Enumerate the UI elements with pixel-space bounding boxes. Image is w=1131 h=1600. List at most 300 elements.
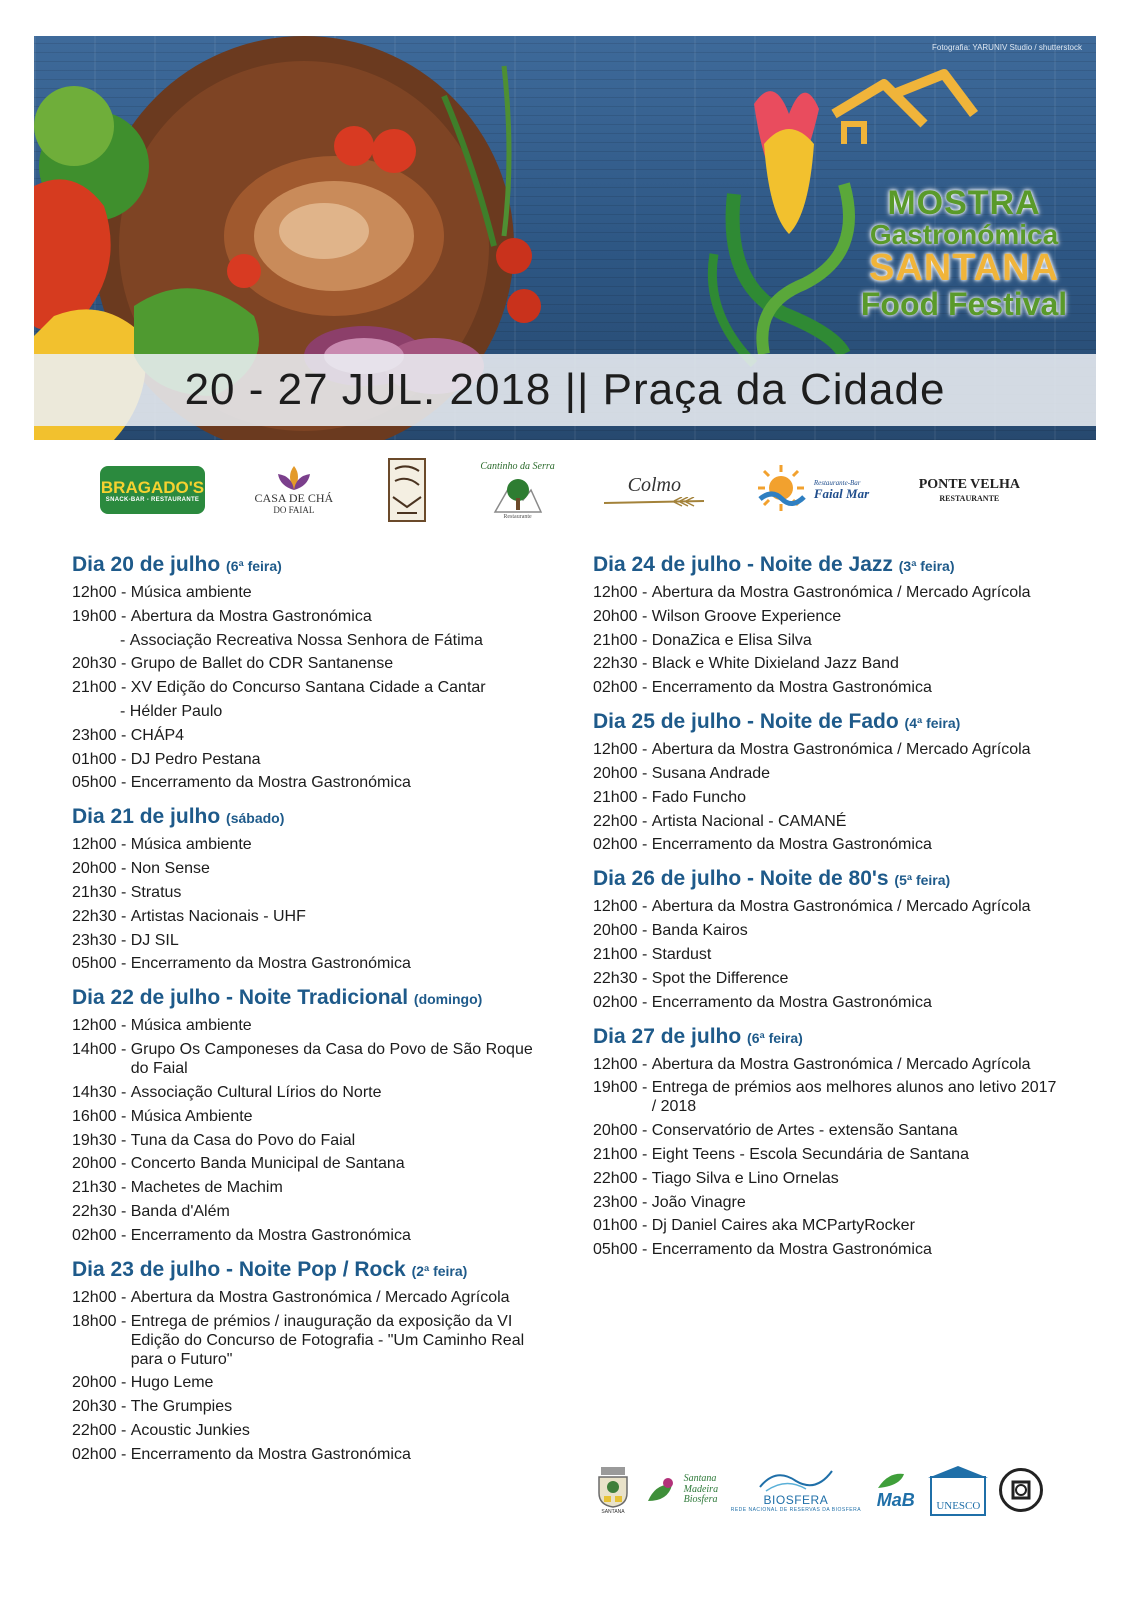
lotus-icon (274, 464, 314, 492)
event-description: DJ SIL (130, 931, 179, 949)
unesco-name: UNESCO (936, 1500, 981, 1512)
event-description: DJ Pedro Pestana (130, 750, 261, 768)
tree-icon (493, 472, 543, 514)
event-separator: - (116, 1017, 131, 1035)
header-banner (34, 36, 1096, 440)
biosfera-swirl-icon (756, 1467, 836, 1493)
schedule-item (72, 773, 542, 792)
schedule-item (593, 1055, 1063, 1074)
event-separator: - (116, 1131, 131, 1149)
event-separator: - (116, 1155, 131, 1173)
schedule-item (593, 921, 1063, 940)
event-description: Conservatório de Artes - extensão Santana (651, 1122, 958, 1140)
schedule-item (72, 954, 542, 973)
event-description: Black e White Dixieland Jazz Band (651, 655, 899, 673)
event-description: Acoustic Junkies (130, 1421, 250, 1439)
schedule-item (72, 1131, 542, 1150)
event-time: 16h00 (72, 1107, 117, 1125)
event-time: 18h00 (72, 1312, 117, 1330)
event-time: 23h00 (72, 726, 117, 744)
day-title-text: Dia 25 de julho - Noite de Fado (593, 710, 899, 734)
schedule-item (593, 1169, 1063, 1188)
event-time: 20h00 (593, 1122, 638, 1140)
schedule-item (72, 1202, 542, 1221)
schedule-item (593, 969, 1063, 988)
schedule-item (72, 750, 542, 769)
day-block (72, 986, 542, 1244)
schedule-item (72, 931, 542, 950)
event-time: 21h00 (72, 679, 117, 697)
biosfera-sub: REDE NACIONAL DE RESERVAS DA BIOSFERA (730, 1507, 862, 1513)
day-title-text: Dia 23 de julho - Noite Pop / Rock (72, 1257, 406, 1281)
ponte-sub: RESTAURANTE (939, 493, 1000, 503)
day-weekday-note: (5ª feira) (894, 872, 951, 889)
event-description: Tiago Silva e Lino Ornelas (651, 1169, 839, 1187)
schedule-item (72, 1040, 542, 1078)
day-weekday-note: (3ª feira) (898, 558, 955, 574)
event-separator: - (637, 1055, 652, 1073)
schedule-item (72, 1421, 542, 1440)
sun-wave-icon (754, 463, 808, 517)
day-block (593, 1025, 1063, 1260)
event-description: Banda d'Além (130, 1202, 230, 1220)
event-separator: - (637, 1241, 652, 1259)
event-time: 12h00 (72, 836, 117, 854)
event-description: Stratus (130, 883, 182, 901)
casa-de-cha-logo (255, 464, 334, 515)
event-time: 20h30 (72, 1398, 117, 1416)
schedule-item (72, 1226, 542, 1245)
day-title-text: Dia 27 de julho (593, 1024, 742, 1048)
faial-mar-logo (754, 463, 869, 517)
event-time: 21h00 (593, 631, 638, 649)
event-description: Entrega de prémios aos melhores alunos ano letivo 2017 / 2018 (651, 1079, 1057, 1116)
event-description: Grupo de Ballet do CDR Santanense (130, 655, 394, 673)
event-separator: - (637, 836, 652, 854)
event-time: 12h00 (72, 1288, 117, 1306)
santana-municipality-logo (593, 1465, 633, 1515)
santana-madeira-biosfera-logo (646, 1474, 718, 1506)
event-separator: - (116, 1202, 131, 1220)
event-time: 01h00 (593, 1217, 638, 1235)
schedule-item (72, 835, 542, 854)
event-description: Abertura da Mostra Gastronómica / Mercado Agrícola (651, 741, 1031, 759)
world-heritage-icon (999, 1468, 1043, 1512)
day-weekday-note: (2ª feira) (411, 1262, 468, 1279)
schedule-item (593, 1193, 1063, 1212)
event-time: 21h30 (72, 1179, 117, 1197)
event-separator: - (637, 1169, 652, 1187)
event-separator: - (116, 655, 131, 673)
event-separator: - (637, 945, 652, 963)
event-separator: - (637, 741, 652, 759)
leaf-flower-icon (646, 1475, 680, 1505)
schedule-item (593, 631, 1063, 650)
schedule-item (72, 1312, 542, 1369)
schedule-item (593, 812, 1063, 831)
event-separator: - (116, 907, 131, 925)
ponte-name: PONTE VELHA (918, 476, 1020, 492)
event-separator: - (116, 726, 131, 744)
biosfera-name: BIOSFERA (763, 1493, 829, 1507)
event-time: 12h00 (593, 741, 638, 759)
event-description: Encerramento da Mostra Gastronómica (130, 955, 411, 973)
event-separator: - (637, 788, 652, 806)
event-separator: - (637, 898, 652, 916)
event-description: Non Sense (130, 860, 210, 878)
event-time: 22h30 (72, 1202, 117, 1220)
event-time: 23h00 (593, 1193, 638, 1211)
event-separator: - (116, 1445, 131, 1463)
smb-line3: Biosfera (683, 1494, 718, 1506)
schedule-item (593, 740, 1063, 759)
schedule-item (72, 1016, 542, 1035)
event-description: Música ambiente (130, 836, 252, 854)
event-separator: - (116, 1107, 131, 1125)
day-weekday-note: (domingo) (413, 991, 483, 1008)
schedule-item (593, 993, 1063, 1012)
event-description: Encerramento da Mostra Gastronómica (651, 993, 932, 1011)
santana-label: SANTANA (601, 1509, 625, 1515)
event-time: 01h00 (72, 750, 117, 768)
event-time: 02h00 (593, 679, 638, 697)
event-time: 22h30 (593, 969, 638, 987)
schedule-item (72, 583, 542, 602)
faial-sub: Restaurante-Bar (813, 478, 861, 487)
date-location-text: 20 - 27 JUL. 2018 || Praça da Cidade (184, 365, 946, 414)
day-title-text: Dia 20 de julho (72, 553, 221, 576)
event-time: 19h00 (593, 1079, 638, 1097)
schedule-item (72, 883, 542, 902)
event-separator: - (637, 1079, 652, 1097)
event-description: Tuna da Casa do Povo do Faial (130, 1131, 356, 1149)
event-description: Abertura da Mostra Gastronómica / Mercado Agrícola (130, 1288, 510, 1306)
bragados-name: BRAGADO'S (100, 478, 205, 498)
schedule-item (72, 859, 542, 878)
unesco-temple-icon (930, 1476, 986, 1516)
cantinho-da-serra-logo (480, 461, 554, 520)
event-time: 20h00 (593, 764, 638, 782)
event-separator: - (637, 631, 652, 649)
schedule-item (593, 835, 1063, 854)
date-location-bar (34, 354, 1096, 426)
coat-of-arms-icon (593, 1465, 633, 1509)
event-description: The Grumpies (130, 1398, 233, 1416)
schedule-item (593, 1216, 1063, 1235)
day-weekday-note: (sábado) (226, 810, 285, 827)
event-separator: - (116, 836, 131, 854)
event-time: 05h00 (72, 955, 117, 973)
festival-title (814, 186, 1096, 321)
event-description: Artistas Nacionais - UHF (130, 907, 306, 925)
schedule-item (593, 897, 1063, 916)
schedule-item (72, 1373, 542, 1392)
event-time: 05h00 (72, 774, 117, 792)
event-description: CHÁP4 (130, 726, 185, 744)
day-title-text: Dia 21 de julho (72, 805, 221, 829)
event-description: Associação Recreativa Nossa Senhora de Fátima (129, 631, 483, 649)
smb-line2: Madeira (683, 1483, 719, 1495)
event-separator: - (116, 1179, 131, 1197)
mab-leaf-icon (874, 1470, 918, 1490)
event-description: Fado Funcho (651, 788, 746, 806)
event-description: Encerramento da Mostra Gastronómica (651, 679, 932, 697)
event-separator: - (637, 1122, 652, 1140)
event-description: Stardust (651, 945, 712, 963)
event-separator: - (116, 1312, 131, 1330)
event-description: Hélder Paulo (129, 702, 223, 720)
event-description: Artista Nacional - CAMANÉ (651, 812, 847, 830)
unesco-logo (930, 1464, 986, 1516)
event-time: 20h00 (72, 1374, 117, 1392)
event-time: 02h00 (593, 836, 638, 854)
cantinho-sub: Restaurante (503, 513, 532, 520)
event-description: Encerramento da Mostra Gastronómica (130, 1226, 411, 1244)
schedule-item (72, 1288, 542, 1307)
event-separator: - (120, 702, 130, 720)
event-separator: - (116, 607, 131, 625)
day-title (72, 805, 542, 829)
schedule-item (593, 654, 1063, 673)
event-description: Grupo Os Camponeses da Casa do Povo de São Roque do Faial (130, 1041, 533, 1078)
event-time: 22h30 (593, 655, 638, 673)
day-weekday-note: (6ª feira) (226, 558, 282, 574)
ponte-velha-logo (919, 476, 1020, 505)
day-block (72, 1258, 542, 1464)
colmo-logo (604, 474, 704, 507)
event-time: 20h30 (72, 655, 117, 673)
event-time: 21h00 (593, 788, 638, 806)
event-time: 23h30 (72, 931, 117, 949)
event-time: 12h00 (72, 584, 117, 601)
event-separator: - (637, 993, 652, 1011)
event-separator: - (116, 1226, 131, 1244)
schedule-item (72, 654, 542, 673)
smb-line1: Santana (683, 1473, 717, 1485)
bragados-logo (100, 466, 205, 514)
faial-mar-text (814, 480, 869, 501)
schedule-item (593, 764, 1063, 783)
day-block (72, 553, 542, 792)
event-description: Música Ambiente (130, 1107, 253, 1125)
event-separator: - (116, 860, 131, 878)
event-description: Machetes de Machim (130, 1179, 283, 1197)
event-description: Abertura da Mostra Gastronómica / Mercado Agrícola (651, 584, 1031, 601)
event-time: 20h00 (593, 607, 638, 625)
emblem-logo (383, 457, 431, 523)
schedule-item (72, 631, 542, 650)
event-separator: - (637, 679, 652, 697)
schedule-item (593, 1078, 1063, 1116)
event-separator: - (637, 1193, 652, 1211)
event-time: 19h00 (72, 607, 117, 625)
day-title (72, 553, 542, 577)
world-heritage-symbol (1008, 1477, 1034, 1503)
event-time: 12h00 (72, 1017, 117, 1035)
event-description: XV Edição do Concurso Santana Cidade a Cantar (130, 679, 486, 697)
day-weekday-note: (4ª feira) (904, 715, 961, 732)
schedule-item (593, 788, 1063, 807)
schedule-item (72, 1107, 542, 1126)
event-separator: - (116, 584, 131, 601)
event-separator: - (116, 1288, 131, 1306)
event-separator: - (637, 1217, 652, 1235)
event-description: DonaZica e Elisa Silva (651, 631, 812, 649)
footer-logos (593, 1455, 1043, 1525)
smb-text (684, 1474, 718, 1506)
event-description: Associação Cultural Lírios do Norte (130, 1083, 382, 1101)
event-time: 02h00 (72, 1445, 117, 1463)
schedule-item (593, 945, 1063, 964)
programme-left-column (72, 553, 542, 1477)
title-santana: SANTANA (869, 247, 1059, 290)
schedule-item (593, 583, 1063, 602)
day-title (72, 986, 542, 1010)
event-time: 12h00 (593, 898, 638, 916)
title-mostra: MOSTRA (887, 184, 1041, 222)
day-title (593, 867, 1063, 891)
event-separator: - (637, 607, 652, 625)
schedule-item (593, 1145, 1063, 1164)
schedule-item (72, 726, 542, 745)
schedule-item (72, 607, 542, 626)
event-separator: - (116, 1421, 131, 1439)
event-time: 02h00 (72, 1226, 117, 1244)
event-description: Concerto Banda Municipal de Santana (130, 1155, 405, 1173)
schedule-item (593, 607, 1063, 626)
day-block (593, 553, 1063, 697)
bragados-sub: SNACK-BAR - RESTAURANTE (105, 497, 200, 504)
event-separator: - (116, 1374, 131, 1392)
cantinho-name: Cantinho da Serra (480, 460, 555, 472)
event-time: 21h30 (72, 883, 117, 901)
event-separator: - (116, 1083, 131, 1101)
wheat-icon (604, 497, 704, 507)
emblem-icon (383, 457, 431, 523)
day-weekday-note: (6ª feira) (747, 1029, 803, 1046)
event-time: 05h00 (593, 1241, 638, 1259)
day-title-text: Dia 22 de julho - Noite Tradicional (72, 986, 409, 1010)
event-description: Hugo Leme (130, 1374, 214, 1392)
casa-line1: CASA DE CHÁ (254, 491, 334, 506)
event-time: 14h30 (72, 1083, 117, 1101)
day-title (593, 553, 1063, 577)
event-separator: - (120, 631, 130, 649)
event-time: 22h00 (593, 812, 638, 830)
event-separator: - (637, 1145, 652, 1163)
event-time: 21h00 (593, 945, 638, 963)
event-separator: - (116, 1041, 131, 1059)
event-separator: - (116, 955, 131, 973)
title-food-festival: Food Festival (860, 285, 1068, 322)
day-block (593, 867, 1063, 1011)
day-block (593, 710, 1063, 854)
event-separator: - (116, 931, 131, 949)
event-description: Música ambiente (130, 1017, 252, 1035)
event-time: 22h00 (593, 1169, 638, 1187)
event-description: Dj Daniel Caires aka MCPartyRocker (651, 1217, 915, 1235)
sponsor-logos (100, 450, 1020, 530)
day-title (593, 710, 1063, 734)
event-time: 14h00 (72, 1041, 117, 1059)
event-time: 20h00 (72, 860, 117, 878)
event-separator: - (116, 774, 131, 792)
event-description: Spot the Difference (651, 969, 789, 987)
schedule-item (72, 678, 542, 697)
schedule-item (72, 907, 542, 926)
event-separator: - (116, 679, 131, 697)
event-description: Susana Andrade (651, 764, 771, 782)
event-separator: - (637, 764, 652, 782)
programme-right-column (593, 553, 1063, 1272)
schedule-item (72, 1083, 542, 1102)
event-time: 21h00 (593, 1145, 638, 1163)
schedule-item (593, 1121, 1063, 1140)
event-description: Eight Teens - Escola Secundária de Santana (651, 1145, 969, 1163)
day-title-text: Dia 24 de julho - Noite de Jazz (593, 553, 893, 576)
event-separator: - (637, 584, 652, 601)
colmo-name: Colmo (627, 473, 681, 496)
schedule-item (72, 1154, 542, 1173)
event-separator: - (637, 969, 652, 987)
event-time: 12h00 (593, 584, 638, 601)
event-separator: - (637, 812, 652, 830)
casa-line2: DO FAIAL (273, 504, 315, 515)
world-heritage-logo (999, 1468, 1043, 1512)
event-description: João Vinagre (651, 1193, 746, 1211)
photo-credit: Fotografia: YARUNIV Studio / shutterstock (932, 43, 1082, 52)
event-time: 20h00 (72, 1155, 117, 1173)
event-description: Música ambiente (130, 584, 252, 601)
event-description: Encerramento da Mostra Gastronómica (130, 774, 411, 792)
event-description: Banda Kairos (651, 922, 748, 940)
event-description: Abertura da Mostra Gastronómica / Mercado Agrícola (651, 898, 1031, 916)
event-time: 19h30 (72, 1131, 117, 1149)
event-separator: - (637, 922, 652, 940)
event-time: 20h00 (593, 922, 638, 940)
mab-name: MaB (876, 1489, 915, 1510)
event-separator: - (637, 655, 652, 673)
event-description: Entrega de prémios / inauguração da exposição da VI Edição do Concurso de Fotografia - "Um Caminho Real para o Futuro" (130, 1312, 525, 1368)
event-description: Wilson Groove Experience (651, 607, 842, 625)
event-time: 22h30 (72, 907, 117, 925)
day-title-text: Dia 26 de julho - Noite de 80's (593, 867, 889, 891)
event-time: 22h00 (72, 1421, 117, 1439)
title-gastronomica: Gastronómica (869, 218, 1059, 250)
schedule-item (72, 702, 542, 721)
event-time: 12h00 (593, 1055, 638, 1073)
event-description: Abertura da Mostra Gastronómica (130, 607, 372, 625)
day-block (72, 805, 542, 973)
event-separator: - (116, 1398, 131, 1416)
event-separator: - (116, 883, 131, 901)
schedule-item (72, 1178, 542, 1197)
schedule-item (593, 678, 1063, 697)
biosfera-logo (731, 1467, 861, 1513)
schedule-item (593, 1240, 1063, 1259)
event-separator: - (116, 750, 131, 768)
faial-name: Faial Mar (813, 485, 870, 501)
day-title (72, 1258, 542, 1282)
event-description: Encerramento da Mostra Gastronómica (651, 836, 932, 854)
mab-logo (874, 1470, 918, 1511)
event-description: Abertura da Mostra Gastronómica / Mercado Agrícola (651, 1055, 1031, 1073)
event-time: 02h00 (593, 993, 638, 1011)
schedule-item (72, 1397, 542, 1416)
event-description: Encerramento da Mostra Gastronómica (130, 1445, 411, 1463)
day-title (593, 1025, 1063, 1049)
event-description: Encerramento da Mostra Gastronómica (651, 1241, 932, 1259)
